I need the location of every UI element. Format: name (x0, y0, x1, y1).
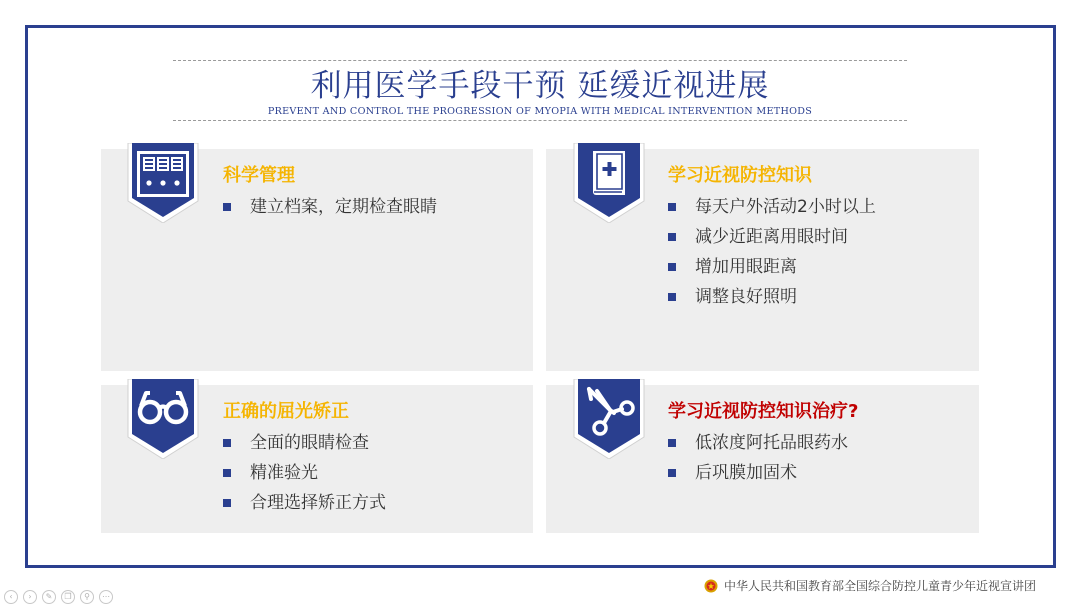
zoom-icon[interactable]: ⚲ (80, 590, 94, 604)
panel-title-scientific-management: 科学管理 (223, 165, 295, 186)
panel-title-myopia-treatment: 学习近视防控知识治疗? (668, 401, 859, 422)
slideshow-controls (4, 590, 113, 604)
panel-title-myopia-knowledge: 学习近视防控知识 (668, 165, 812, 186)
list-item-text: 增加用眼距离 (695, 257, 797, 277)
list-item (223, 458, 386, 488)
national-emblem-icon (704, 578, 718, 592)
bullet-square (668, 293, 676, 301)
slide-title: 利用医学手段干预 延缓近视进展 (310, 68, 770, 104)
panel-items-refractive-correction (223, 428, 386, 518)
more-icon[interactable]: ⋯ (99, 590, 113, 604)
bullet-square (668, 203, 676, 211)
bullet-square (223, 499, 231, 507)
list-item-text: 后巩膜加固术 (695, 463, 797, 483)
panel-items-scientific-management (223, 192, 437, 222)
list-item-text: 全面的眼睛检查 (250, 433, 369, 453)
pen-icon[interactable]: ✎ (42, 590, 56, 604)
bullet-square (668, 469, 676, 477)
list-item-text: 精准验光 (250, 463, 318, 483)
bullet-square (668, 263, 676, 271)
panel-items-myopia-knowledge (668, 192, 876, 312)
bullet-square (223, 469, 231, 477)
previous-icon[interactable]: ‹ (4, 590, 18, 604)
title-bottom-divider (173, 120, 907, 121)
file-cabinet-icon (124, 143, 202, 223)
panel-items-myopia-treatment (668, 428, 848, 488)
list-item (223, 428, 386, 458)
list-item (223, 488, 386, 518)
scissors-icon (570, 379, 648, 459)
list-item (223, 192, 437, 222)
list-item-text: 建立档案，定期检查眼睛 (250, 197, 437, 217)
slide-subtitle: PREVENT AND CONTROL THE PROGRESSION OF MYOPIA WITH MEDICAL INTERVENTION METHODS (267, 106, 813, 117)
bullet-square (668, 233, 676, 241)
bullet-square (668, 439, 676, 447)
bullet-square (223, 439, 231, 447)
eyeglasses-icon (124, 379, 202, 459)
list-item (668, 252, 876, 282)
next-icon[interactable]: › (23, 590, 37, 604)
list-item (668, 282, 876, 312)
list-item (668, 192, 876, 222)
list-item-text: 减少近距离用眼时间 (695, 227, 848, 247)
title-top-divider (173, 60, 907, 61)
list-item-text: 每天户外活动2小时以上 (695, 197, 876, 217)
list-item-text: 调整良好照明 (695, 287, 797, 307)
panel-title-refractive-correction: 正确的屈光矫正 (223, 401, 349, 422)
bullet-square (223, 203, 231, 211)
medical-book-icon (570, 143, 648, 223)
list-item-text: 低浓度阿托品眼药水 (695, 433, 848, 453)
list-item-text: 合理选择矫正方式 (250, 493, 386, 513)
list-item (668, 222, 876, 252)
list-item (668, 428, 848, 458)
copy-icon[interactable]: ❐ (61, 590, 75, 604)
footer-organization: 中华人民共和国教育部全国综合防控儿童青少年近视宣讲团 (724, 579, 1037, 593)
list-item (668, 458, 848, 488)
